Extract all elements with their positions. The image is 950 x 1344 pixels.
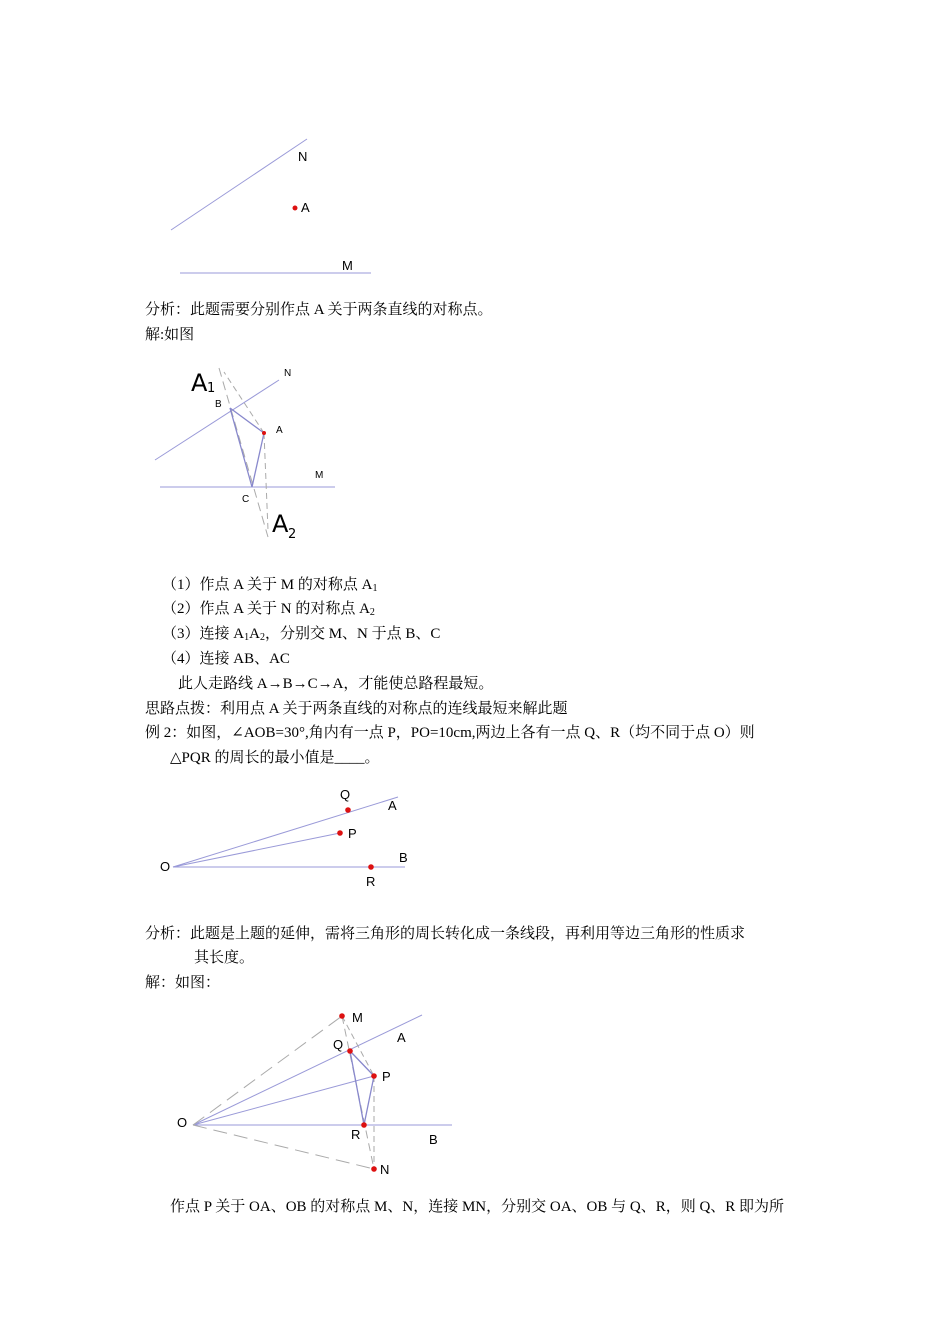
dash-om (193, 1016, 342, 1125)
point-p (371, 1073, 377, 1079)
label-c: C (242, 494, 250, 505)
step-4-text: （4）连接 AB、AC (162, 651, 290, 667)
segment-op (193, 1076, 374, 1125)
label-b: B (215, 399, 222, 410)
label-b: B (429, 1132, 438, 1147)
point-q (347, 1048, 353, 1054)
hint-text: 思路点拨：利用点 A 关于两条直线的对称点的连线最短来解此题 (145, 701, 568, 717)
label-m: M (352, 1010, 363, 1025)
step-1-sub: 1 (372, 583, 378, 594)
label-m: M (315, 470, 324, 481)
step-2-sub: 2 (369, 607, 375, 618)
step-3-tail: A (249, 626, 260, 642)
segment-pr (364, 1076, 374, 1125)
label-a: A (397, 1030, 406, 1045)
label-a2: A (272, 510, 289, 538)
segment-qr (350, 1051, 364, 1125)
conclusion-text: 作点 P 关于 OA、OB 的对称点 M、N，连接 MN，分别交 OA、OB 与 Q、R，则 Q、R 即为所 (170, 1199, 785, 1215)
route-text: 此人走路线 A→B→C→A，才能使总路程最短。 (178, 676, 494, 692)
label-n: N (380, 1162, 390, 1177)
label-n: N (298, 149, 308, 164)
label-a1-sub: 1 (207, 381, 216, 396)
point-n (371, 1166, 377, 1172)
label-n: N (284, 368, 292, 379)
label-a: A (388, 798, 397, 813)
step-3-sub: 1 (244, 632, 250, 643)
label-a1: A (191, 369, 208, 397)
label-o: O (160, 859, 171, 874)
step-1-text: （1）作点 A 关于 M 的对称点 A (162, 577, 373, 593)
label-r: R (366, 874, 376, 889)
example-2-line-2: △PQR 的周长的最小值是____。 (170, 750, 380, 766)
label-a: A (276, 425, 283, 436)
solution-2: 解：如图： (145, 975, 221, 991)
analysis-2-line-1: 分析：此题是上题的延伸，需将三角形的周长转化成一条线段，再利用等边三角形的性质求 (145, 926, 746, 942)
step-3-text: （3）连接 A (162, 626, 245, 642)
step-2-text: （2）作点 A 关于 N 的对称点 A (162, 601, 370, 617)
dash-mp (342, 1016, 374, 1076)
point-m (339, 1013, 345, 1019)
label-b: B (399, 850, 408, 865)
point-r (361, 1122, 367, 1128)
label-a: A (301, 200, 310, 215)
step-3-tail2: ，分别交 M、N 于点 B、C (264, 626, 441, 642)
label-q: Q (340, 787, 351, 802)
label-p: P (382, 1069, 391, 1084)
label-m: M (342, 258, 353, 273)
label-r: R (351, 1127, 361, 1142)
label-a2-sub: 2 (288, 527, 297, 542)
label-p: P (348, 826, 357, 841)
step-3-sub2: 2 (259, 632, 265, 643)
analysis-2-line-2: 其长度。 (194, 950, 255, 966)
solution-1: 解:如图 (145, 327, 195, 343)
example-2-line-1: 例 2：如图，∠AOB=30°,角内有一点 P，PO=10cm,两边上各有一点 Q、R（均不同于点 O）则 (145, 725, 755, 741)
analysis-1: 分析：此题需要分别作点 A 关于两条直线的对称点。 (145, 302, 493, 318)
label-o: O (177, 1115, 188, 1130)
label-q: Q (333, 1037, 344, 1052)
dash-on (193, 1125, 374, 1169)
